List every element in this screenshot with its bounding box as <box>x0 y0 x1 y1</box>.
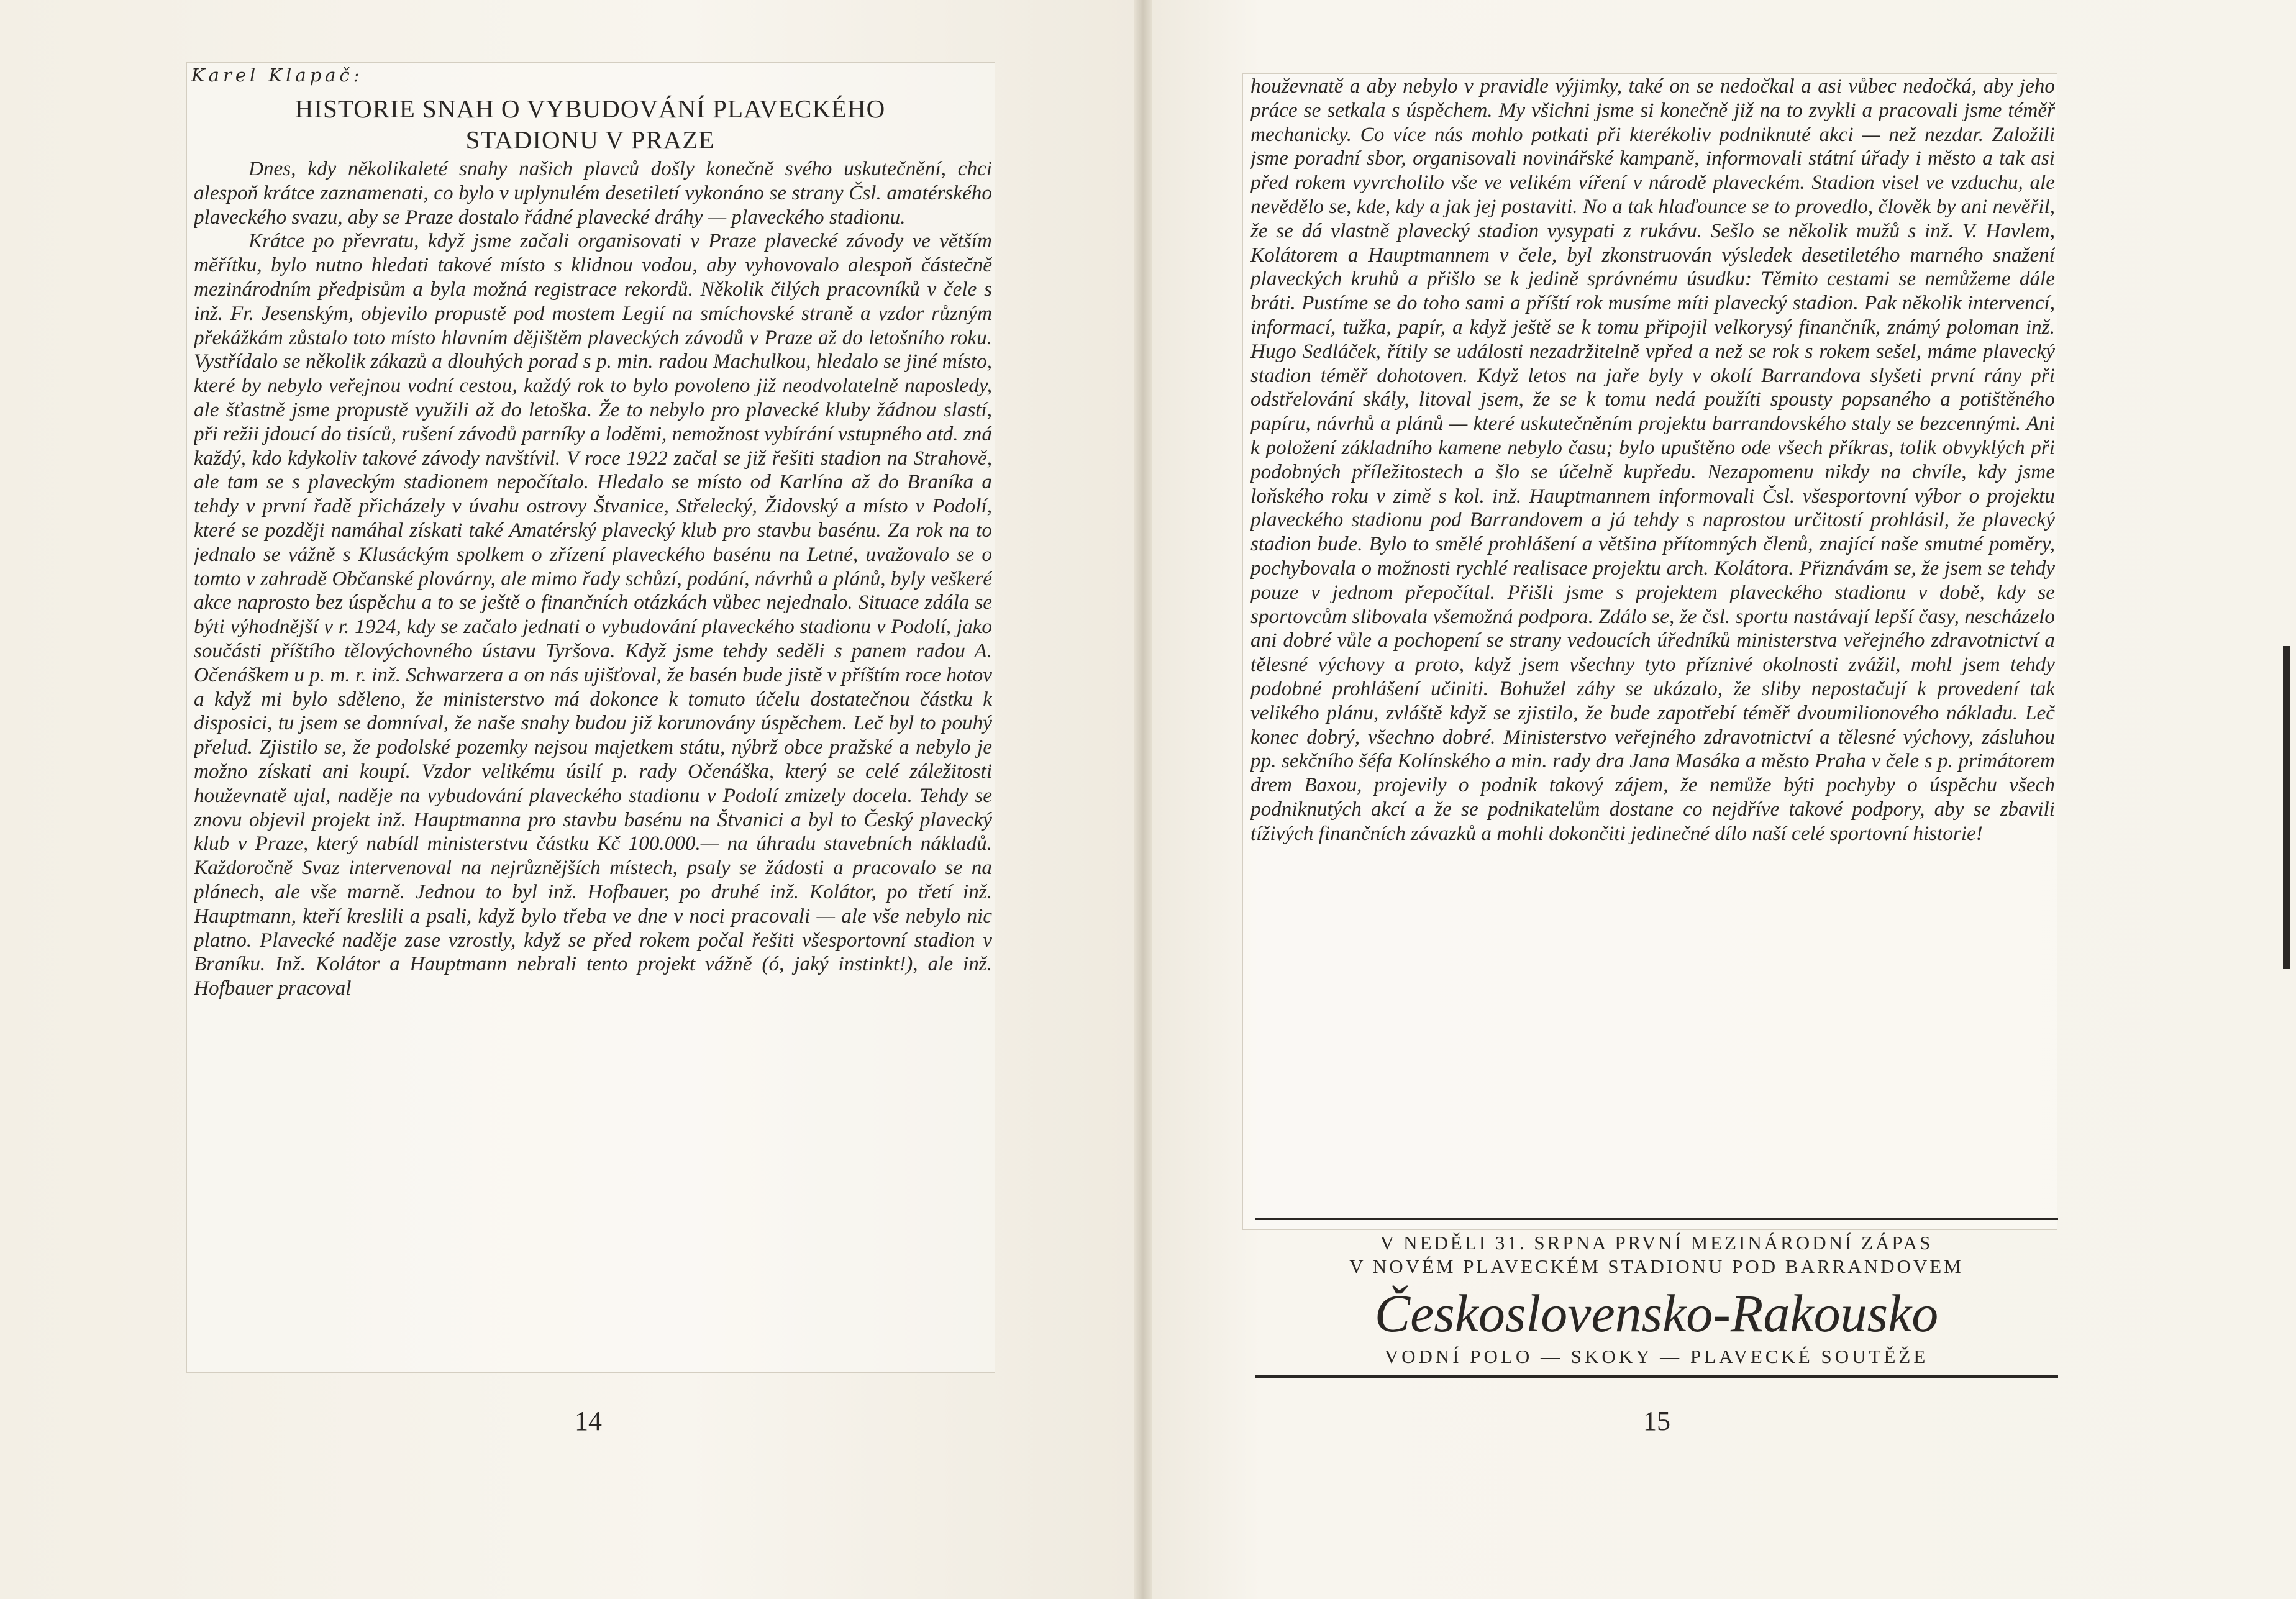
announcement-headline: Československo-Rakousko <box>1374 1283 1939 1343</box>
page-number-left: 14 <box>575 1406 602 1436</box>
left-paragraph-2: Krátce po převratu, když jsme začali organisovati v Praze plavecké závody ve větším měřítku, bylo nutno hledati takové místo s klidnou vodou, aby vyhovovalo alespoň částečně mezinárodním předpisům a byla možná registrace rekordů. Několik čilých pracovníků v čele s inž. Fr. Jesenským, objevilo propustě pod mostem Legií na smíchovské straně a vzdor různým překážkám zůstalo toto místo hlavním dějištěm plaveckých závodů v Praze až do letošního roku. Vystřídalo se několik zákazů a dlouhých porad s p. min. radou Machulkou, hledalo se jiné místo, které by nebylo veřejnou vodní cestou, každý rok to bylo povoleno již neodvolatelně naposledy, ale šťastně jsme propustě využili až do letoška. Že to nebylo pro plavecké kluby žádnou slastí, při režii jdoucí do tisíců, rušení závodů parníky a loděmi, nemožnost vybírání vstupného atd. zná každý, kdo kdykoliv takové závody navštívil. V roce 1922 začal se již řešiti stadion na Strahově, ale tam se s plaveckým stadionem nepočítalo. Hledalo se místo od Karlína až do Braníka a tehdy v první řadě přicházely v úvahu ostrovy Štvanice, Střelecký, Židovský a místo v Podolí, které se později namáhal získati také Amatérský plavecký klub pro stavbu basénu. Za rok na to jednalo se vážně s Klusáckým spolkem o zřízení plaveckého basénu na Letné, uvažovalo se o tomto v zahradě Občanské plovárny, ale mimo řady schůzí, podání, návrhů a plánů, byly veškeré akce naprosto bez úspěchu a to se ještě o finančních otázkách vůbec nejednalo. Situace zdála se býti výhodnější v r. 1924, kdy se začalo jednati o vybudování plaveckého stadionu v Podolí, jako součásti příštího tělovýchovného ústavu Tyršova. Když jsme tehdy seděli s panem radou A. Očenáškem u p. m. r. inž. Schwarzera a on nás ujišťoval, že basén bude jistě v příštím roce hotov a když mi bylo sděleno, že ministerstvo má dokonce k tomuto účelu dostatečnou částku k disposici, tu jsem se domníval, že naše snahy budou již korunovány úspěchem. Leč byl to pouhý přelud. Zjistilo se, že podolské pozemky nejsou majetkem státu, nýbrž obce pražské a nebylo je možno získati ani koupí. Vzdor velikému úsilí p. rady Očenáška, který se celé záležitosti houževnatě ujal, naděje na vybudování plaveckého stadionu v Podolí zmizely docela. Tehdy se znovu objevil projekt inž. Hauptmanna pro stavbu basénu na Štvanici a byl to Český plavecký klub v Praze, který nabídl ministerstvu částku Kč 100.000.— na úhradu stavebních nákladů. Každoročně Svaz intervenoval na nejrůznějších místech, psaly se žádosti a pracovalo se na plánech, ale vše marně. Jednou to byl inž. Hofbauer, po druhé inž. Kolátor, po třetí inž. Hauptmann, kteří kreslili a psali, když bylo třeba ve dne v noci pracovali — ale vše nebylo nic platno. Plavecké naděje zase vzrostly, když se před rokem počal řešiti všesportovní stadion v Braníku. Inž. Kolátor a Hauptmann nebrali tento projekt vážně (ó, jaký instinkt!), ale inž. Hofbauer pracoval <box>194 229 992 1000</box>
title-line-2: STADIONU V PRAZE <box>465 125 715 154</box>
announcement-line-2: V NOVÉM PLAVECKÉM STADIONU POD BARRANDOVEM <box>1349 1255 1964 1277</box>
match-announcement <box>1255 1218 2058 1378</box>
title-line-1: HISTORIE SNAH O VYBUDOVÁNÍ PLAVECKÉHO <box>294 94 886 123</box>
right-paragraph-1: houževnatě a aby nebylo v pravidle výjimky, také on se nedočkal a asi vůbec nedočká, aby jeho práce se setkala s úspěchem. My všichni jsme si konečně již na to zvykli a pracovali jsme téměř mechanicky. Co více nás mohlo potkati při kterékoliv podniknuté akci — než nezdar. Založili jsme poradní sbor, organisovali novinářské kampaně, informovali státní úřady i město a tak asi před rokem vyvrcholilo vše ve velikém víření v národě plaveckém. Stadion visel ve vzduchu, ale nevědělo se, kde, kdy a jak jej postaviti. No a tak hlaďounce se to provedlo, člověk by ani nevěřil, že se dá vlastně plavecký stadion vysypati z rukávu. Sešlo se několik mužů s inž. V. Havlem, Kolátorem a Hauptmannem v čele, byl zkonstruován výsledek desetiletého marného snažení plaveckých kruhů a přišlo se k jedině správnému úsudku: Těmito cestami se nemůžeme dále bráti. Pustíme se do toho sami a příští rok musíme míti plavecký stadion. Pak několik intervencí, informací, tužka, papír, a když ještě se k tomu připojil velkorysý finančník, známý poloman inž. Hugo Sedláček, řítily se události nezadržitelně vpřed a než se rok s rokem sešel, máme plavecký stadion téměř dohotoven. Když letos na jaře byly v okolí Barrandova slyšeti první rány při odstřelování skály, litoval jsem, že se k tomu nedá použíti spousty popsaného a potištěného papíru, návrhů a plánů — které uskutečněním projektu barrandovského staly se bezcennými. Ani k položení základního kamene nebylo času; bylo upuštěno ode všech příkras, tolik obvyklých při podobných příležitostech a šlo se účelně kupředu. Nezapomenu nikdy na chvíle, kdy jsme loňského roku v zimě s kol. inž. Hauptmannem informovali Čsl. všesportovní výbor o projektu plaveckého stadionu pod Barrandovem a já tehdy s naprostou určitostí prohlásil, že plavecký stadion bude. Bylo to smělé prohlášení a většina přítomných členů, znající naše smutné poměry, pochybovala o možnosti rychlé realisace projektu arch. Kolátora. Přiznávám se, že jsem se tehdy pouze v jednom přepočítal. Přišli jsme s projektem plaveckého stadionu v době, kdy se sportovcům slibovala všemožná podpora. Zdálo se, že čsl. sportu nastávají lepší časy, nescházelo ani dobré vůle a pochopení se strany vedoucích úředníků ministerstva veřejného zdravotnictví a tělesné výchovy a proto, když jsem všechny tyto příznivé okolnosti zvážil, mohl jsem tehdy podobné prohlášení učiniti. Bohužel záhy se ukázalo, že sliby nepostačují k provedení tak velikého plánu, zvláště když se zjistilo, že bude zapotřebí téměř dvoumilionového nákladu. Leč konec dobrý, všechno dobré. Ministerstvo veřejného zdravotnictví a tělesné výchovy, zásluhou pp. sekčního šéfa Kolínského a min. rady dra Jana Masáka a město Praha v čele s p. primátorem drem Baxou, projevily o podnik takový zájem, že nemůže býti pochyby o úspěchu všech podniknutých akcí a že se podnikatelům dostane co nejdříve takové podpory, aby se zbavili tíživých finančních závazků a mohli dokončiti jedinečné dílo naší celé sportovní historie! <box>1250 75 2055 845</box>
book-gutter <box>1134 0 1152 1599</box>
announcement-line-1: V NEDĚLI 31. SRPNA PRVNÍ MEZINÁRODNÍ ZÁPAS <box>1380 1232 1933 1254</box>
page-number-right: 15 <box>1643 1406 1670 1436</box>
left-article-body <box>194 157 992 1365</box>
right-article-body <box>1250 75 2055 1218</box>
announcement-footer: VODNÍ POLO — SKOKY — PLAVECKÉ SOUTĚŽE <box>1384 1346 1929 1367</box>
article-title <box>189 93 991 155</box>
article-author: Karel Klapač: <box>191 65 363 86</box>
page-edge-mark <box>2283 646 2290 969</box>
left-paragraph-1: Dnes, kdy několikaleté snahy našich plavců došly konečně svého uskutečnění, chci alespoň krátce zaznamenati, co bylo v uplynulém desetiletí vykonáno se strany Čsl. amatérského plaveckého svazu, aby se Praze dostalo řádné plavecké dráhy — plaveckého stadionu. <box>194 157 992 229</box>
